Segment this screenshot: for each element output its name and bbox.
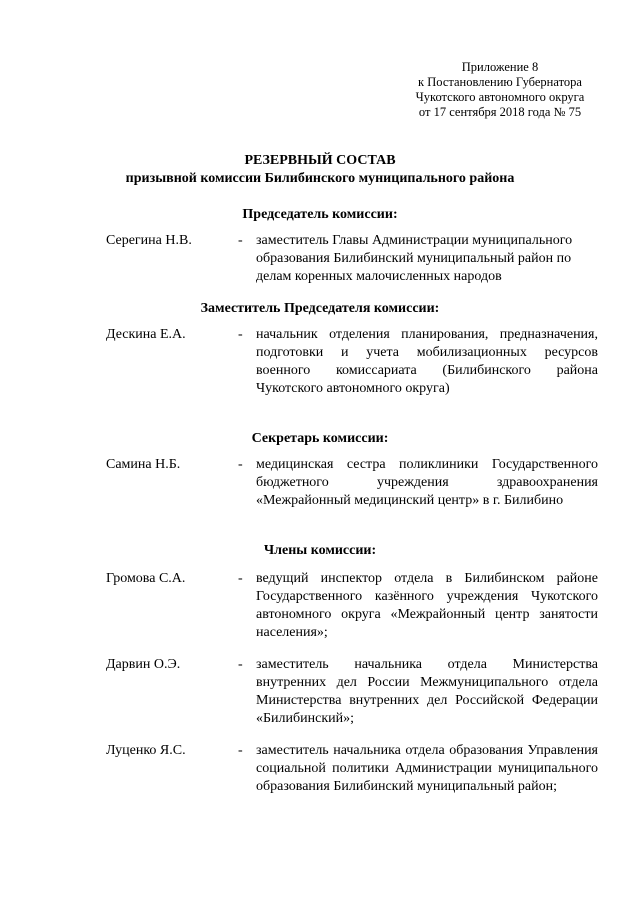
person-position: начальник отделения планирования, предназначения, подготовки и учета мобилизационных ресурсов военного комиссариата (Билибинского района Чукотского автономного округа): [256, 327, 598, 396]
person-position: заместитель Главы Администрации муниципального образования Билибинский муниципальный район по делам коренных малочисленных народов: [256, 233, 573, 284]
person-name: Самина Н.Б.: [106, 457, 181, 472]
person-position: заместитель начальника отдела Министерства внутренних дел России Межмуниципального отдела Министерства внутренних дел Российской Федерации «Билибинский»;: [256, 657, 598, 726]
section-heading-secretary: Секретарь комиссии:: [251, 431, 389, 446]
person-position: ведущий инспектор отдела в Билибинском районе Государственного казённого учреждения Чукотского автономного округа «Межрайонный центр занятости населения»;: [256, 571, 598, 640]
person-name: Луценко Я.С.: [106, 743, 186, 758]
appendix-decree-ref: к Постановлению Губернатора: [418, 75, 582, 89]
entry-dash: -: [238, 743, 243, 758]
document-title: РЕЗЕРВНЫЙ СОСТАВ: [244, 153, 396, 168]
appendix-region: Чукотского автономного округа: [415, 90, 585, 104]
section-heading-deputy: Заместитель Председателя комиссии:: [200, 301, 440, 316]
appendix-reference: [380, 60, 620, 120]
document-subtitle: призывной комиссии Билибинского муниципального района: [125, 171, 515, 186]
person-position: медицинская сестра поликлиники Государственного бюджетного учреждения здравоохранения «Межрайонный медицинский центр» в г. Билибино: [256, 457, 598, 508]
appendix-number: Приложение 8: [461, 60, 539, 74]
person-name: Громова С.А.: [106, 571, 186, 586]
section-heading-members: Члены комиссии:: [263, 543, 377, 558]
appendix-date: от 17 сентября 2018 года № 75: [418, 105, 582, 119]
entry-dash: -: [238, 233, 243, 248]
person-name: Дарвин О.Э.: [106, 657, 181, 672]
section-heading-chairman: Председатель комиссии:: [242, 207, 398, 222]
person-position: заместитель начальника отдела образования Управления социальной политики Администрации муниципального образования Билибинский муниципальный район;: [256, 743, 598, 794]
entry-dash: -: [238, 657, 243, 672]
person-name: Серегина Н.В.: [106, 233, 192, 248]
entry-dash: -: [238, 571, 243, 586]
person-name: Дескина Е.А.: [106, 327, 186, 342]
entry-dash: -: [238, 327, 243, 342]
entry-dash: -: [238, 457, 243, 472]
